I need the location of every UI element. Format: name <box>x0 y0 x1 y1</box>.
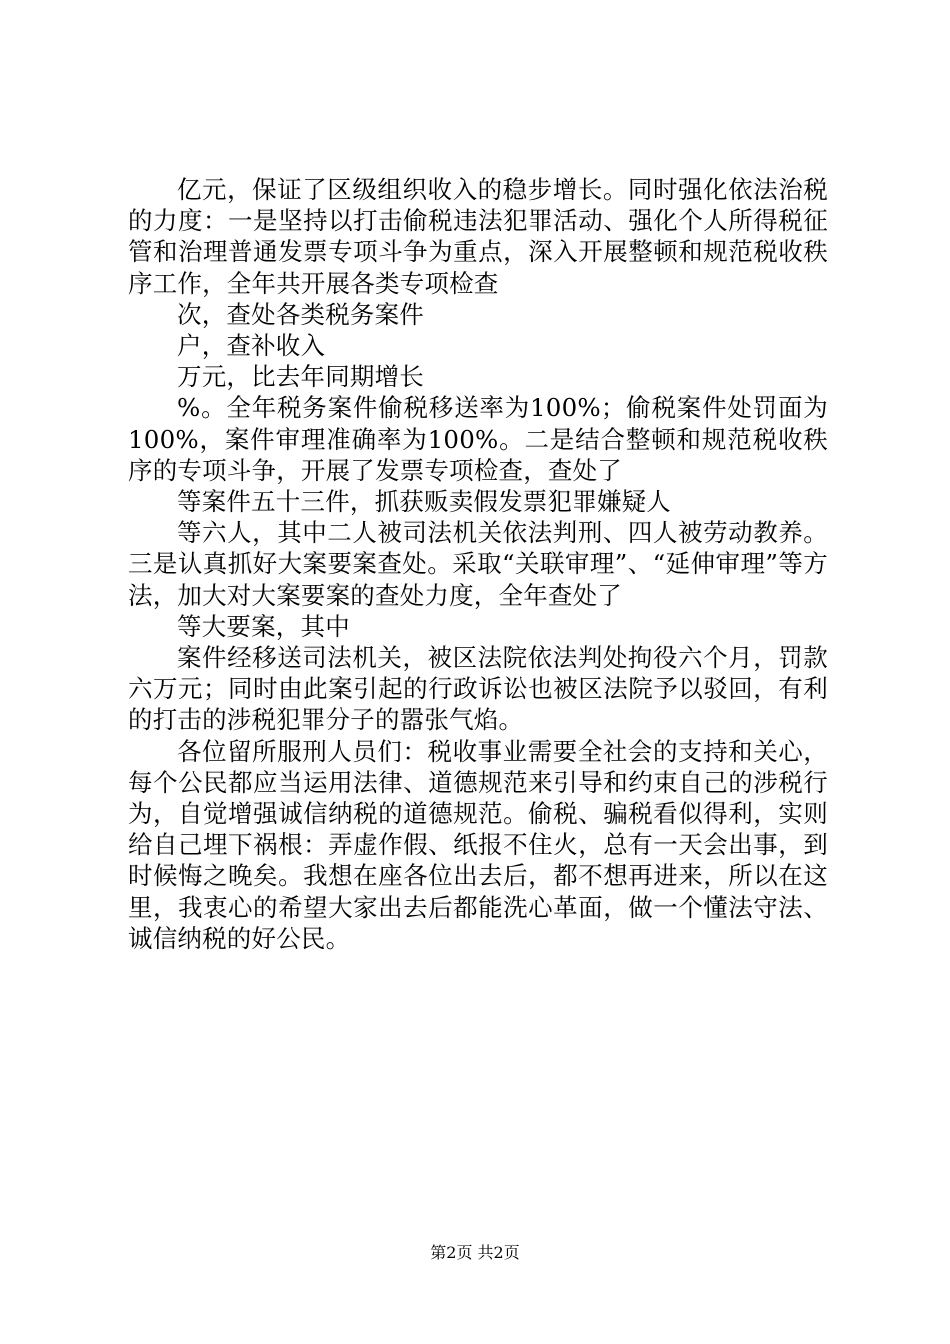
paragraph: %。全年税务案件偷税移送率为100%；偷税案件处罚面为100%，案件审理准确率为100%。二是结合整顿和规范税收秩序的专项斗争，开展了发票专项检查，查处了 <box>128 393 828 485</box>
paragraph: 户，查补收入 <box>177 331 326 361</box>
page-number-footer: 第2页 共2页 <box>430 1243 520 1262</box>
paragraph: 等大要案，其中 <box>177 611 350 641</box>
paragraph: 各位留所服刑人员们：税收事业需要全社会的支持和关心，每个公民都应当运用法律、道德规范来引导和约束自己的涉税行为，自觉增强诚信纳税的道德规范。偷税、骗税看似得利，实则给自己埋下祸根：弄虚作假、纸报不住火，总有一天会出事，到时候悔之晚矣。我想在座各位出去后，都不想再进来，所以在这里，我衷心的希望大家出去后都能洗心革面，做一个懂法守法、诚信纳税的好公民。 <box>128 736 828 953</box>
paragraph: 万元，比去年同期增长 <box>177 362 424 392</box>
body-text <box>128 174 828 954</box>
paragraph: 等六人，其中二人被司法机关依法判刑、四人被劳动教养。三是认真抓好大案要案查处。采取“关联审理”、“延伸审理”等方法，加大对大案要案的查处力度，全年查处了 <box>128 518 828 610</box>
paragraph: 亿元，保证了区级组织收入的稳步增长。同时强化依法治税的力度：一是坚持以打击偷税违法犯罪活动、强化个人所得税征管和治理普通发票专项斗争为重点，深入开展整顿和规范税收秩序工作，全年共开展各类专项检查 <box>128 175 828 298</box>
paragraph: 等案件五十三件，抓获贩卖假发票犯罪嫌疑人 <box>177 487 671 517</box>
paragraph: 次，查处各类税务案件 <box>177 299 424 329</box>
paragraph: 案件经移送司法机关，被区法院依法判处拘役六个月，罚款六万元；同时由此案引起的行政诉讼也被区法院予以驳回，有利的打击的涉税犯罪分子的嚣张气焰。 <box>128 643 828 735</box>
